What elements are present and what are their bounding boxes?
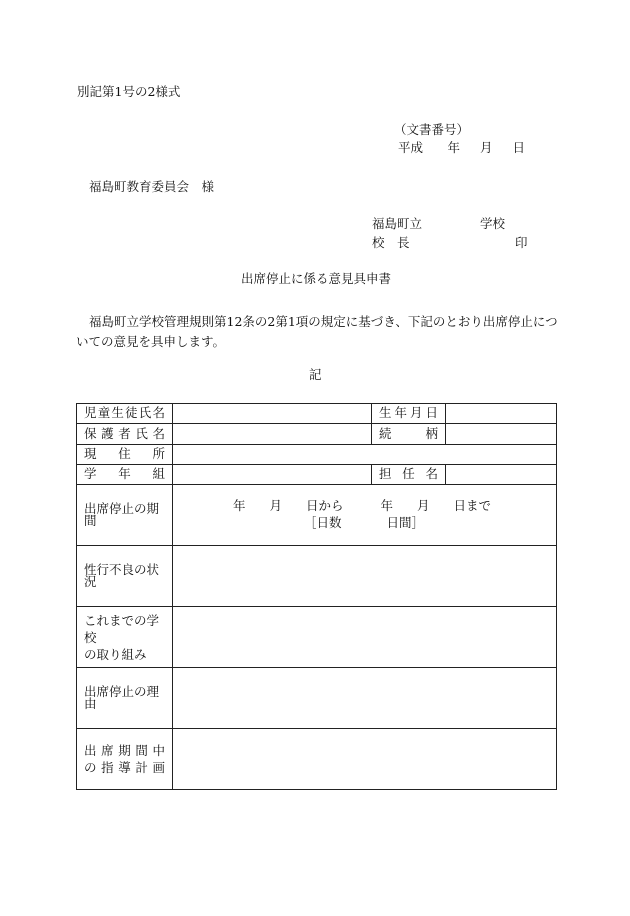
period-year1: 年	[233, 498, 246, 514]
body-text: 福島町立学校管理規則第12条の2第1項の規定に基づき、下記のとおり出席停止についての意見を具申します。	[76, 314, 558, 349]
label-char: 出	[84, 743, 97, 758]
label-char: 学	[84, 466, 97, 482]
seal-mark: 印	[515, 235, 528, 250]
label-char: 生	[379, 405, 392, 421]
label-char: 担	[379, 466, 392, 482]
label-char: の	[84, 760, 97, 775]
label-char: 徒	[125, 405, 138, 421]
form-table	[76, 403, 557, 790]
period-month2: 月	[416, 498, 430, 514]
label-grade	[77, 464, 173, 484]
label-char: 席	[101, 743, 114, 758]
label-reason: 出席停止の理由	[77, 668, 173, 729]
label-period: 出席停止の期間	[77, 485, 173, 546]
label-char: 所	[152, 446, 165, 462]
label-char: 組	[152, 466, 165, 482]
label-char: 名	[425, 466, 438, 482]
label-char: 期	[118, 743, 131, 758]
school-prefix: 福島町立	[372, 216, 423, 231]
school-suffix: 学校	[480, 216, 506, 231]
date-year: 年	[447, 140, 460, 155]
label-char: 氏	[138, 405, 152, 421]
birth-date-label	[379, 407, 438, 420]
teacher-label	[379, 468, 438, 481]
row-efforts	[77, 607, 557, 668]
period-to: 日まで	[453, 498, 491, 514]
document-number-label: （文書番号）	[394, 122, 470, 137]
row-student-name	[77, 404, 557, 424]
field-birth-date[interactable]	[446, 404, 557, 424]
field-address[interactable]	[173, 444, 557, 464]
label-char: 日	[425, 405, 438, 421]
period-dates	[233, 500, 491, 513]
efforts-label-line1: これまでの学校	[84, 612, 160, 645]
row-reason	[77, 668, 557, 729]
row-grade	[77, 464, 557, 484]
label-char: 中	[152, 743, 165, 758]
field-student-name[interactable]	[173, 404, 372, 424]
label-address	[77, 444, 173, 464]
period-days-close: 日間］	[386, 515, 424, 531]
period-year2: 年	[380, 498, 393, 514]
row-period	[77, 485, 557, 546]
field-plan[interactable]	[173, 729, 557, 790]
date-month: 月	[479, 140, 493, 155]
label-char: 童	[97, 405, 111, 421]
label-char: 間	[135, 743, 148, 758]
principal-label: 校 長	[372, 235, 410, 250]
label-char: 続	[379, 425, 392, 441]
label-char: 名	[152, 405, 165, 421]
label-char: 護	[101, 425, 114, 441]
document-title: 出席停止に係る意見具申書	[241, 271, 392, 286]
label-relationship	[372, 424, 446, 444]
label-guardian	[77, 424, 173, 444]
row-address	[77, 444, 557, 464]
label-char: 児	[84, 405, 97, 421]
form-number: 別記第1号の2様式	[77, 84, 181, 99]
address-label	[84, 448, 165, 461]
addressee: 福島町教育委員会 様	[89, 179, 215, 194]
efforts-label-line2: の取り組み	[84, 646, 147, 662]
field-behavior[interactable]	[173, 546, 557, 607]
field-teacher[interactable]	[446, 464, 557, 484]
row-guardian	[77, 424, 557, 444]
label-char: 指	[101, 760, 114, 775]
label-char: 住	[118, 446, 131, 462]
period-month1: 月	[269, 498, 283, 514]
field-grade-class[interactable]	[173, 464, 372, 484]
label-char: 柄	[425, 425, 438, 441]
field-efforts[interactable]	[173, 607, 557, 668]
student-name-label	[84, 407, 165, 420]
label-char: 計	[135, 760, 148, 775]
row-behavior	[77, 546, 557, 607]
row-plan	[77, 729, 557, 790]
field-period[interactable]	[173, 485, 557, 546]
label-plan	[77, 729, 173, 790]
label-behavior: 性行不良の状況	[77, 546, 173, 607]
grade-class-label	[84, 468, 165, 481]
field-relationship[interactable]	[446, 424, 557, 444]
ki-heading: 記	[309, 367, 322, 382]
plan-label-line1	[84, 742, 165, 759]
label-char: 名	[152, 425, 165, 441]
label-char: 年	[118, 466, 131, 482]
period-days-open: ［日数	[304, 515, 342, 531]
date-era: 平成	[398, 140, 424, 155]
label-char: 年	[394, 405, 407, 421]
period-days	[304, 517, 424, 530]
label-char: 氏	[135, 425, 148, 441]
date-line	[398, 142, 525, 155]
guardian-name-label	[84, 425, 165, 441]
label-char: 保	[84, 425, 97, 441]
label-char: 者	[118, 425, 131, 441]
label-char: 画	[152, 760, 165, 775]
period-from: 日から	[306, 498, 344, 514]
label-birth-date	[372, 404, 446, 424]
label-char: 現	[84, 446, 97, 462]
label-char: 任	[402, 466, 415, 482]
plan-label-line2	[84, 759, 165, 776]
label-student-name	[77, 404, 173, 424]
label-efforts	[77, 607, 173, 668]
field-reason[interactable]	[173, 668, 557, 729]
label-char: 導	[118, 760, 131, 775]
date-day: 日	[512, 140, 525, 155]
label-teacher	[372, 464, 446, 484]
relationship-label	[379, 425, 438, 441]
label-char: 生	[111, 405, 124, 421]
field-guardian-name[interactable]	[173, 424, 372, 444]
label-char: 月	[409, 405, 423, 421]
